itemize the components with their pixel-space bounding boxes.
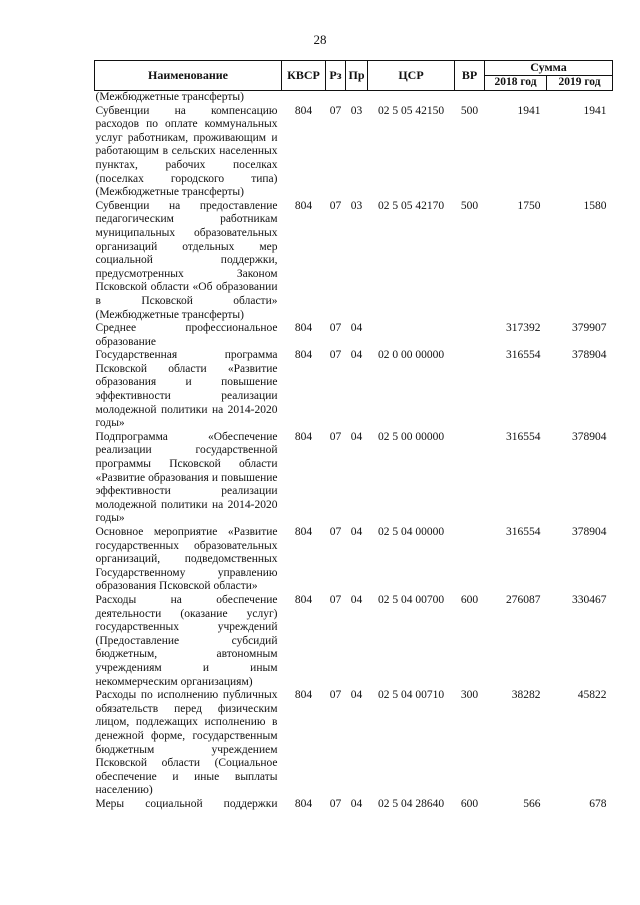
row-rz xyxy=(326,91,346,105)
row-sum-2018: 566 xyxy=(523,797,541,810)
col-header-kvsr: КВСР xyxy=(282,61,326,91)
budget-table xyxy=(94,60,613,812)
row-sum-2019 xyxy=(547,91,613,105)
col-header-name: Наименование xyxy=(95,61,282,91)
table-row xyxy=(95,91,613,105)
row-name: Субвенции на компенсацию расходов по оплате коммунальных услуг работникам, проживающим и работающим в сельских населенных пунктах, рабочих поселках (поселках городского типа) (Межбюджетные трансферты) xyxy=(95,104,278,199)
row-name: Расходы по исполнению публичных обязательств перед физическим лицом, подлежащих исполнению в денежной форме, государственным бюджетным учреждением Псковской области (Социальное обеспечение и иные выплаты населению) xyxy=(95,689,278,797)
row-kvsr: 804 xyxy=(294,593,313,606)
row-sum-2018: 1941 xyxy=(517,104,541,117)
table-row xyxy=(95,798,613,812)
row-name: Среднее профессиональное образование xyxy=(95,322,278,348)
row-kvsr: 804 xyxy=(294,797,313,810)
row-csr: 02 5 05 42150 xyxy=(377,104,445,117)
row-kvsr: 804 xyxy=(294,526,313,538)
table-row xyxy=(95,200,613,322)
row-sum-2019: 378904 xyxy=(572,349,607,362)
table-row xyxy=(95,322,613,349)
row-vr xyxy=(455,91,485,105)
row-pr: 04 xyxy=(350,322,363,335)
row-csr: 02 0 00 00000 xyxy=(377,349,445,362)
row-pr: 03 xyxy=(350,199,363,212)
row-kvsr xyxy=(282,91,326,105)
row-name: Расходы на обеспечение деятельности (оказание услуг) государственных учреждений (Предоставление субсидий бюджетным, автономным учреждениям и иным некоммерческим организациям) xyxy=(95,593,278,688)
row-vr: 300 xyxy=(460,689,479,702)
row-csr: 02 5 00 00000 xyxy=(377,430,445,443)
row-rz: 07 xyxy=(329,526,342,538)
row-rz: 07 xyxy=(329,593,342,606)
table-row xyxy=(95,526,613,594)
row-kvsr: 804 xyxy=(294,322,313,335)
row-csr: 02 5 04 00700 xyxy=(377,593,445,606)
row-vr xyxy=(455,322,485,349)
row-csr xyxy=(368,322,455,349)
row-sum-2019: 678 xyxy=(589,797,607,810)
row-sum-2018: 1750 xyxy=(517,199,541,212)
row-sum-2019: 379907 xyxy=(572,322,607,335)
row-sum-2018: 317392 xyxy=(506,322,541,335)
table-row xyxy=(95,105,613,200)
row-kvsr: 804 xyxy=(294,349,313,362)
row-csr: 02 5 04 28640 xyxy=(377,797,445,810)
col-header-2019: 2019 год xyxy=(547,76,613,91)
row-csr xyxy=(368,91,455,105)
row-sum-2019: 378904 xyxy=(572,526,607,538)
row-name: Меры социальной поддержки xyxy=(95,797,278,810)
row-csr: 02 5 04 00710 xyxy=(377,689,445,702)
row-pr: 04 xyxy=(350,430,363,443)
row-rz: 07 xyxy=(329,104,342,117)
row-pr: 04 xyxy=(350,593,363,606)
row-vr: 500 xyxy=(460,104,479,117)
row-vr xyxy=(455,349,485,431)
col-header-2018: 2018 год xyxy=(485,76,547,91)
row-sum-2019: 378904 xyxy=(572,430,607,443)
row-pr xyxy=(346,91,368,105)
row-sum-2018: 316554 xyxy=(506,349,541,362)
table-row xyxy=(95,689,613,798)
row-name: (Межбюджетные трансферты) xyxy=(95,91,244,103)
table-row xyxy=(95,431,613,526)
row-sum-2019: 330467 xyxy=(572,593,607,606)
row-pr: 04 xyxy=(350,797,363,810)
table-row xyxy=(95,594,613,689)
row-name: Основное мероприятие «Развитие государственных образовательных организаций, подведомственных Государственному управлению образования Псковской области» xyxy=(95,526,278,593)
row-sum-2019: 45822 xyxy=(577,689,607,702)
row-sum-2018: 276087 xyxy=(506,593,541,606)
row-pr: 03 xyxy=(350,104,363,117)
row-vr: 600 xyxy=(460,797,479,810)
row-name: Государственная программа Псковской области «Развитие образования и повышение эффективности реализации молодежной политики на 2014-2020 годы» xyxy=(95,349,278,430)
row-sum-2018: 316554 xyxy=(506,430,541,443)
row-kvsr: 804 xyxy=(294,430,313,443)
col-header-vr: ВР xyxy=(455,61,485,91)
row-rz: 07 xyxy=(329,349,342,362)
row-rz: 07 xyxy=(329,199,342,212)
row-csr: 02 5 05 42170 xyxy=(377,199,445,212)
row-name: Субвенции на предоставление педагогическим работникам муниципальных образовательных организаций отдельных мер социальной поддержки, предусмотренных Законом Псковской области «Об образовании в Псковской области» (Межбюджетные трансферты) xyxy=(95,199,278,321)
row-sum-2018: 316554 xyxy=(506,526,541,538)
row-rz: 07 xyxy=(329,322,342,335)
page-number: 28 xyxy=(313,32,327,47)
row-kvsr: 804 xyxy=(294,104,313,117)
row-sum-2018: 38282 xyxy=(511,689,541,702)
row-sum-2019: 1941 xyxy=(583,104,607,117)
row-vr: 500 xyxy=(460,199,479,212)
row-sum-2019: 1580 xyxy=(583,199,607,212)
row-rz: 07 xyxy=(329,689,342,702)
table-row xyxy=(95,349,613,431)
col-header-csr: ЦСР xyxy=(368,61,455,91)
row-vr xyxy=(455,526,485,594)
row-csr: 02 5 04 00000 xyxy=(377,526,445,538)
row-pr: 04 xyxy=(350,526,363,538)
row-name: Подпрограмма «Обеспечение реализации государственной программы Псковской области «Развитие образования и повышение эффективности реализации молодежной политики на 2014-2020 годы» xyxy=(95,430,278,525)
row-pr: 04 xyxy=(350,689,363,702)
col-header-sum: Сумма xyxy=(485,61,613,76)
row-rz: 07 xyxy=(329,797,342,810)
col-header-pr: Пр xyxy=(346,61,368,91)
row-vr xyxy=(455,431,485,526)
row-rz: 07 xyxy=(329,430,342,443)
row-pr: 04 xyxy=(350,349,363,362)
col-header-rz: Рз xyxy=(326,61,346,91)
row-vr: 600 xyxy=(460,593,479,606)
row-kvsr: 804 xyxy=(294,689,313,702)
row-kvsr: 804 xyxy=(294,199,313,212)
row-sum-2018 xyxy=(485,91,547,105)
